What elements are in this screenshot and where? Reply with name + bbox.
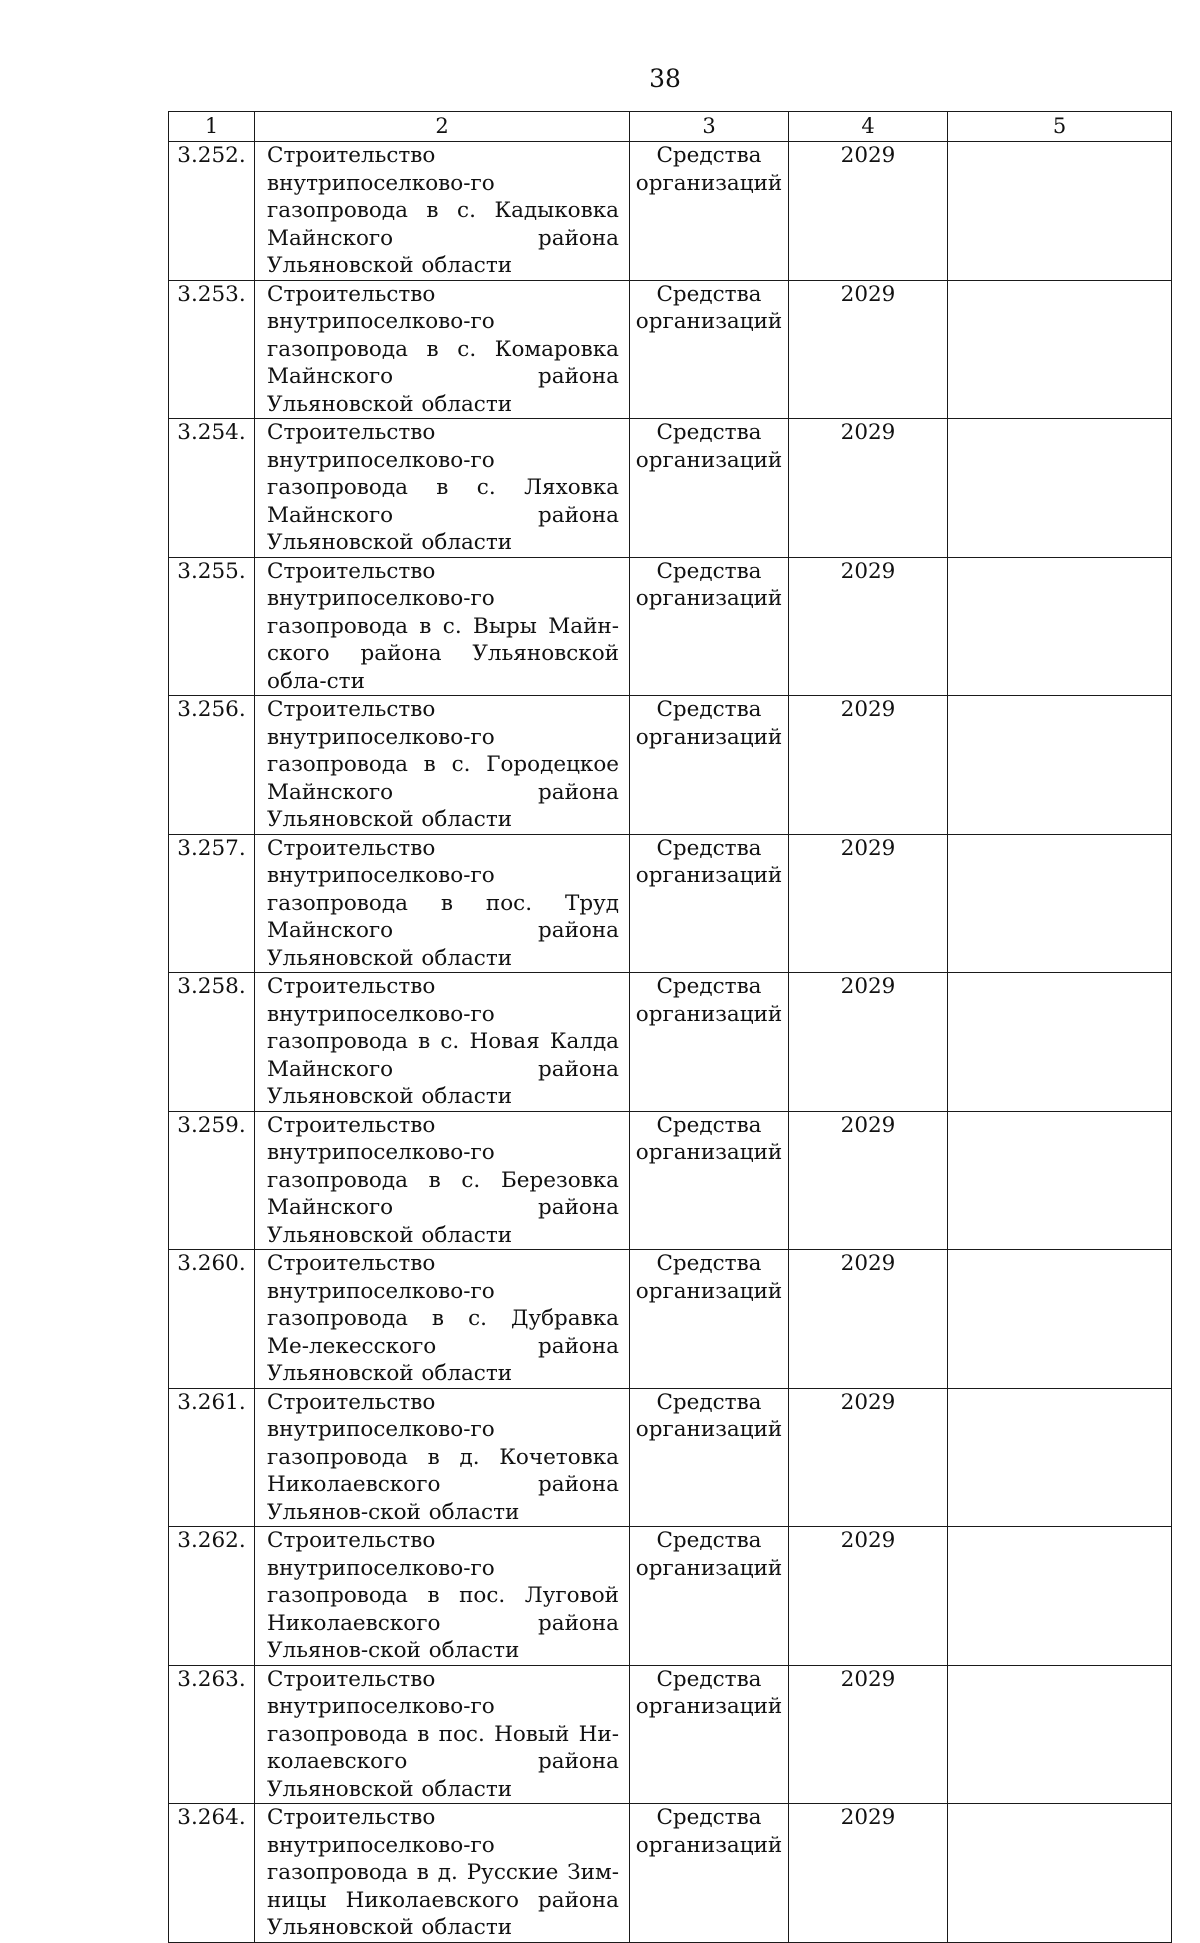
row-year: 2029 <box>789 142 948 281</box>
row-year: 2029 <box>789 1527 948 1666</box>
row-funding-source: Средства организаций <box>630 1388 789 1527</box>
row-note <box>948 696 1172 835</box>
column-header-2: 2 <box>255 112 630 142</box>
table-row <box>169 419 1172 558</box>
row-note <box>948 973 1172 1112</box>
row-number: 3.255. <box>169 557 255 696</box>
row-funding-source: Средства организаций <box>630 280 789 419</box>
row-note <box>948 419 1172 558</box>
row-description: Строительство внутрипоселково-го газопровода в пос. Труд Майнского района Ульяновской области <box>255 834 630 973</box>
row-number: 3.252. <box>169 142 255 281</box>
row-number: 3.258. <box>169 973 255 1112</box>
row-year: 2029 <box>789 557 948 696</box>
row-funding-source: Средства организаций <box>630 1111 789 1250</box>
row-number: 3.253. <box>169 280 255 419</box>
table-row <box>169 557 1172 696</box>
page-number: 38 <box>649 64 681 93</box>
table-row <box>169 1527 1172 1666</box>
row-year: 2029 <box>789 696 948 835</box>
row-note <box>948 1388 1172 1527</box>
table-row <box>169 1388 1172 1527</box>
column-header-3: 3 <box>630 112 789 142</box>
row-description: Строительство внутрипоселково-го газопровода в с. Комаровка Майнского района Ульяновской области <box>255 280 630 419</box>
row-number: 3.256. <box>169 696 255 835</box>
table-row <box>169 973 1172 1112</box>
table-row <box>169 1665 1172 1804</box>
row-note <box>948 1111 1172 1250</box>
row-number: 3.259. <box>169 1111 255 1250</box>
row-year: 2029 <box>789 1665 948 1804</box>
row-year: 2029 <box>789 280 948 419</box>
row-number: 3.264. <box>169 1804 255 1943</box>
row-funding-source: Средства организаций <box>630 142 789 281</box>
row-funding-source: Средства организаций <box>630 557 789 696</box>
table-row <box>169 1250 1172 1389</box>
table-row <box>169 142 1172 281</box>
column-header-4: 4 <box>789 112 948 142</box>
row-funding-source: Средства организаций <box>630 1804 789 1943</box>
row-description: Строительство внутрипоселково-го газопровода в пос. Новый Ни-колаевского района Ульяновской области <box>255 1665 630 1804</box>
row-number: 3.261. <box>169 1388 255 1527</box>
row-number: 3.257. <box>169 834 255 973</box>
row-funding-source: Средства организаций <box>630 834 789 973</box>
row-number: 3.263. <box>169 1665 255 1804</box>
row-funding-source: Средства организаций <box>630 1527 789 1666</box>
column-header-5: 5 <box>948 112 1172 142</box>
table-row <box>169 696 1172 835</box>
row-description: Строительство внутрипоселково-го газопровода в с. Ляховка Майнского района Ульяновской области <box>255 419 630 558</box>
row-year: 2029 <box>789 973 948 1112</box>
row-year: 2029 <box>789 1804 948 1943</box>
row-year: 2029 <box>789 1388 948 1527</box>
column-header-1: 1 <box>169 112 255 142</box>
table-row <box>169 280 1172 419</box>
table-row <box>169 1804 1172 1943</box>
row-number: 3.254. <box>169 419 255 558</box>
row-note <box>948 557 1172 696</box>
row-funding-source: Средства организаций <box>630 419 789 558</box>
row-note <box>948 834 1172 973</box>
row-year: 2029 <box>789 834 948 973</box>
row-description: Строительство внутрипоселково-го газопровода в с. Городецкое Майнского района Ульяновской области <box>255 696 630 835</box>
row-description: Строительство внутрипоселково-го газопровода в с. Выры Майн-ского района Ульяновской обла-сти <box>255 557 630 696</box>
row-year: 2029 <box>789 419 948 558</box>
row-funding-source: Средства организаций <box>630 1250 789 1389</box>
row-year: 2029 <box>789 1111 948 1250</box>
row-description: Строительство внутрипоселково-го газопровода в с. Новая Калда Майнского района Ульяновской области <box>255 973 630 1112</box>
row-note <box>948 1665 1172 1804</box>
row-description: Строительство внутрипоселково-го газопровода в с. Кадыковка Майнского района Ульяновской области <box>255 142 630 281</box>
row-funding-source: Средства организаций <box>630 1665 789 1804</box>
row-description: Строительство внутрипоселково-го газопровода в д. Русские Зим-ницы Николаевского района Ульяновской области <box>255 1804 630 1943</box>
row-funding-source: Средства организаций <box>630 973 789 1112</box>
header-row <box>169 112 1172 142</box>
program-table <box>168 111 1172 1943</box>
row-note <box>948 280 1172 419</box>
row-note <box>948 142 1172 281</box>
row-note <box>948 1804 1172 1943</box>
row-description: Строительство внутрипоселково-го газопровода в д. Кочетовка Николаевского района Ульянов-ской области <box>255 1388 630 1527</box>
row-description: Строительство внутрипоселково-го газопровода в пос. Луговой Николаевского района Ульянов-ской области <box>255 1527 630 1666</box>
row-year: 2029 <box>789 1250 948 1389</box>
row-note <box>948 1527 1172 1666</box>
table-row <box>169 834 1172 973</box>
row-number: 3.260. <box>169 1250 255 1389</box>
table-row <box>169 1111 1172 1250</box>
row-description: Строительство внутрипоселково-го газопровода в с. Дубравка Ме-лекесского района Ульяновской области <box>255 1250 630 1389</box>
row-description: Строительство внутрипоселково-го газопровода в с. Березовка Майнского района Ульяновской области <box>255 1111 630 1250</box>
row-funding-source: Средства организаций <box>630 696 789 835</box>
row-number: 3.262. <box>169 1527 255 1666</box>
row-note <box>948 1250 1172 1389</box>
